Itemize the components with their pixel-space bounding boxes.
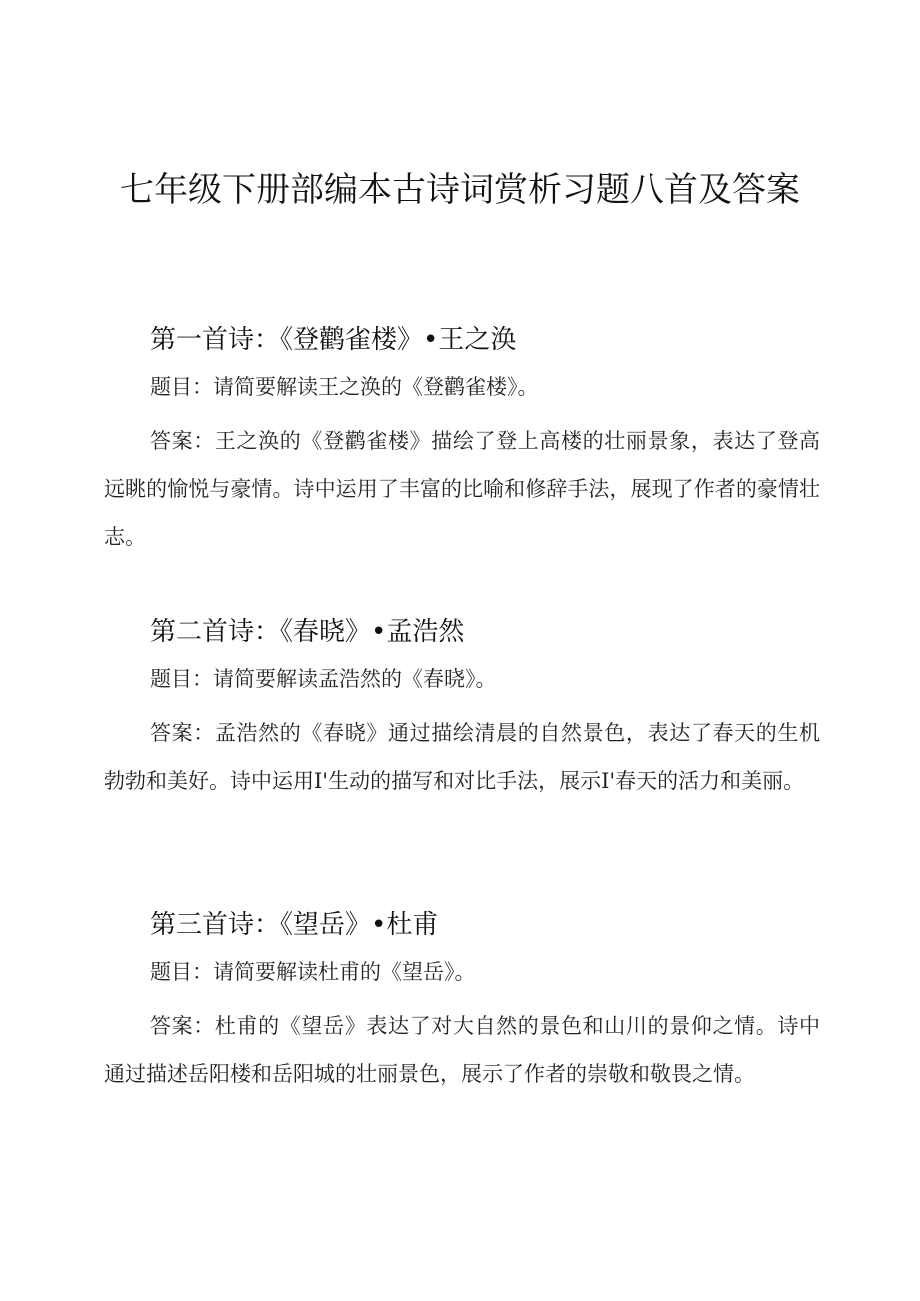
section-heading: 第三首诗：《望岳》•杜甫 [150,910,439,940]
section-heading: 第二首诗：《春晓》•孟浩然 [150,617,465,647]
answer-text: 答案：孟浩然的《春晓》通过描绘清晨的自然景色，表达了春天的生机勃勃和美好。诗中运用I'生动的描写和对比手法，展示I'春天的活力和美丽。 [104,721,820,793]
poem-section-3 [104,905,820,1098]
question-text: 题目：请简要解读王之涣的《登鹳雀楼》。 [150,375,539,399]
answer-text: 答案：杜甫的《望岳》表达了对大自然的景色和山川的景仰之情。诗中通过描述岳阳楼和岳阳城的壮丽景色，展示了作者的崇敬和敬畏之情。 [104,1014,820,1086]
document-title: 七年级下册部编本古诗词赏析习题八首及答案 [120,170,800,210]
answer-text: 答案：王之涣的《登鹳雀楼》描绘了登上高楼的壮丽景象，表达了登高远眺的愉悦与豪情。诗中运用了丰富的比喻和修辞手法，展现了作者的豪情壮志。 [104,429,820,549]
question-text: 题目：请简要解读杜甫的《望岳》。 [150,960,476,984]
poem-section-1 [104,320,820,561]
poem-section-2 [104,612,820,805]
section-heading: 第一首诗：《登鹳雀楼》•王之涣 [150,325,517,355]
question-text: 题目：请简要解读孟浩然的《春晓》。 [150,667,497,691]
